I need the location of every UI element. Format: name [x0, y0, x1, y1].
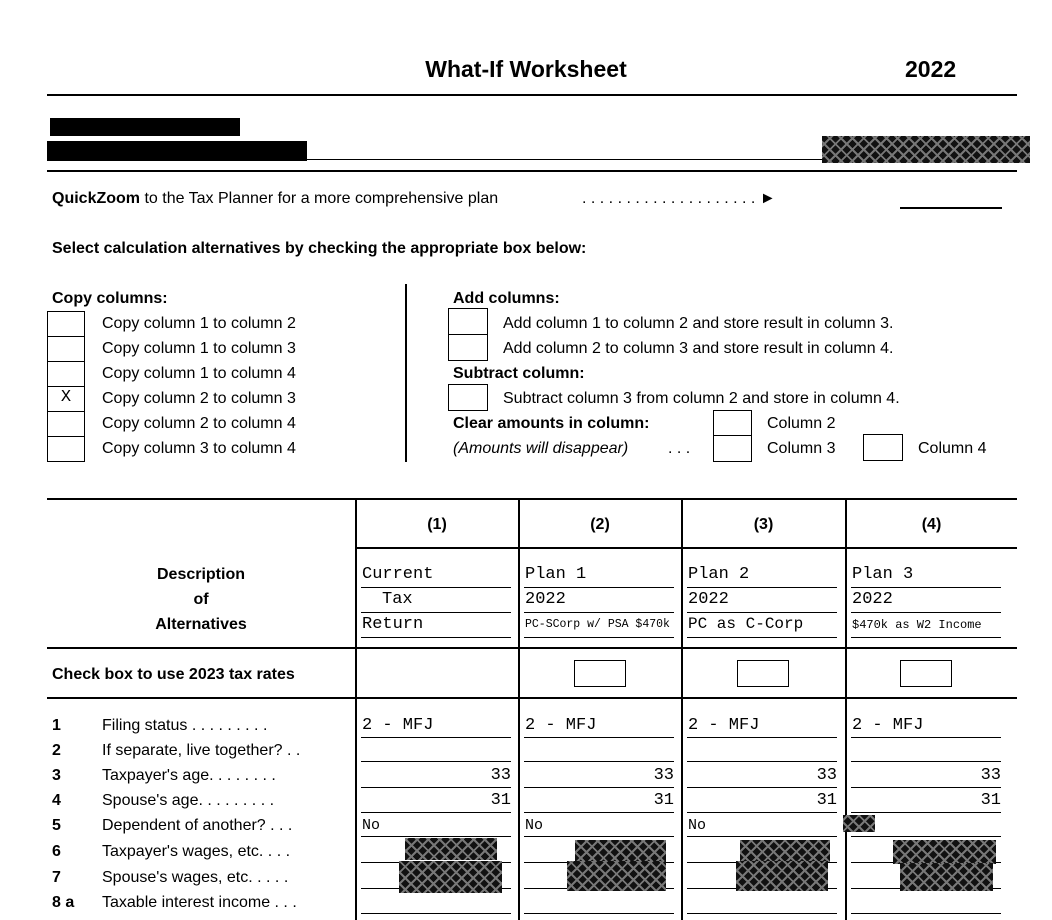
redacted-ssn	[822, 136, 1030, 163]
col-4-number: (4)	[921, 516, 942, 533]
copy-1-4-checkbox[interactable]	[47, 361, 85, 387]
row-4-label: Spouse's age. . . . . . . . .	[102, 792, 275, 809]
row-rule	[361, 787, 511, 788]
alt-rule	[687, 637, 837, 638]
header-rule	[47, 94, 1017, 96]
col-3-number: (3)	[753, 516, 774, 533]
row-8a-num: 8 a	[52, 894, 75, 911]
alt-rule	[851, 612, 1001, 613]
clear-heading: Clear amounts in column:	[453, 415, 650, 432]
row-rule	[524, 787, 674, 788]
alt-1-line-2[interactable]: Tax	[382, 590, 413, 609]
alt-rule	[361, 612, 511, 613]
copy-2-3-label: Copy column 2 to column 3	[102, 390, 296, 407]
row-rule	[687, 787, 837, 788]
row-rule	[361, 761, 511, 762]
row-6-label: Taxpayer's wages, etc. . . .	[102, 843, 291, 860]
row-1-label: Filing status . . . . . . . . .	[102, 717, 268, 734]
clear-col4-checkbox[interactable]	[863, 434, 903, 461]
redacted-name	[50, 118, 240, 136]
redacted-wages-sp-col1	[399, 861, 502, 893]
quickzoom-dots: . . . . . . . . . . . . . . . . . . . . ►	[582, 190, 776, 207]
rates-col4-checkbox[interactable]	[900, 660, 952, 687]
copy-1-2-label: Copy column 1 to column 2	[102, 315, 296, 332]
redacted-wages-sp-col3	[736, 861, 828, 891]
alt-rule	[851, 587, 1001, 588]
alt-3-line-3[interactable]: PC as C-Corp	[688, 615, 804, 633]
subtract-heading: Subtract column:	[453, 365, 585, 382]
rates-label: Check box to use 2023 tax rates	[52, 666, 295, 683]
options-divider	[405, 284, 407, 462]
clear-dots: . . .	[668, 440, 691, 457]
select-heading: Select calculation alternatives by checking the appropriate box below:	[52, 240, 587, 257]
row-8a-label: Taxable interest income . . .	[102, 894, 297, 911]
row-rule	[851, 737, 1001, 738]
row-rule	[687, 812, 837, 813]
row-rule	[524, 737, 674, 738]
add-2-3-label: Add column 2 to column 3 and store result in column 4.	[503, 340, 894, 357]
alt-4-line-2[interactable]: 2022	[852, 590, 893, 609]
alt-rule	[524, 612, 674, 613]
alt-2-line-2[interactable]: 2022	[525, 590, 566, 609]
redacted-row-5-col-4	[843, 815, 875, 832]
subtract-label: Subtract column 3 from column 2 and store in column 4.	[503, 390, 900, 407]
alt-rule	[851, 637, 1001, 638]
row-3-col-2[interactable]: 33	[653, 766, 674, 785]
tax-year: 2022	[905, 56, 957, 82]
row-rule	[851, 787, 1001, 788]
add-1-2-checkbox[interactable]	[448, 308, 488, 335]
row-rule	[361, 812, 511, 813]
alt-4-line-3[interactable]: $470k as W2 Income	[852, 618, 982, 632]
row-3-col-4[interactable]: 33	[980, 766, 1001, 785]
col-divider-3	[681, 498, 683, 920]
alt-4-line-1[interactable]: Plan 3	[852, 565, 914, 584]
alternatives-rule	[47, 647, 1017, 649]
alt-rule	[524, 587, 674, 588]
row-rule	[524, 761, 674, 762]
row-1-col-3[interactable]: 2 - MFJ	[688, 716, 760, 735]
alt-rule	[524, 637, 674, 638]
copy-1-4-label: Copy column 1 to column 4	[102, 365, 296, 382]
alt-1-line-1[interactable]: Current	[362, 565, 434, 584]
row-rule	[524, 836, 674, 837]
add-1-2-label: Add column 1 to column 2 and store result in column 3.	[503, 315, 894, 332]
row-1-num: 1	[52, 717, 61, 734]
row-rule	[361, 913, 511, 914]
row-5-col-2[interactable]: No	[525, 817, 544, 834]
redacted-wages-sp-col4	[900, 863, 993, 891]
row-rule	[524, 913, 674, 914]
row-rule	[851, 913, 1001, 914]
clear-note: (Amounts will disappear)	[453, 440, 629, 457]
row-4-col-4[interactable]: 31	[980, 791, 1001, 810]
row-4-col-1[interactable]: 31	[490, 791, 511, 810]
row-3-num: 3	[52, 767, 61, 784]
quickzoom-line[interactable]	[52, 190, 498, 208]
row-1-col-4[interactable]: 2 - MFJ	[852, 716, 924, 735]
col-divider-2	[518, 498, 520, 920]
col-divider-4	[845, 498, 847, 920]
name-rule-2	[47, 170, 1017, 172]
row-rule	[687, 761, 837, 762]
redacted-wages-tp-col1	[405, 838, 497, 860]
row-rule	[361, 836, 511, 837]
alt-rule	[687, 587, 837, 588]
rates-col2-checkbox[interactable]	[574, 660, 626, 687]
alt-2-line-3[interactable]: PC-SCorp w/ PSA $470k	[525, 618, 670, 631]
col-1-number: (1)	[427, 516, 447, 533]
row-4-col-3[interactable]: 31	[816, 791, 837, 810]
copy-3-4-label: Copy column 3 to column 4	[102, 440, 296, 457]
row-2-num: 2	[52, 742, 61, 759]
redacted-wages-tp-col2	[575, 840, 666, 862]
row-3-col-1[interactable]: 33	[490, 766, 511, 785]
row-rule	[687, 737, 837, 738]
copy-1-2-checkbox[interactable]	[47, 311, 85, 337]
clear-col3-label: Column 3	[767, 440, 836, 457]
subtract-checkbox[interactable]	[448, 384, 488, 411]
row-rule	[361, 737, 511, 738]
row-7-num: 7	[52, 869, 61, 886]
clear-col3-checkbox[interactable]	[713, 435, 752, 462]
add-heading: Add columns:	[453, 290, 560, 307]
row-4-col-2[interactable]: 31	[653, 791, 674, 810]
row-6-num: 6	[52, 843, 61, 860]
row-5-num: 5	[52, 817, 61, 834]
copy-3-4-checkbox[interactable]	[47, 436, 85, 462]
row-3-label: Taxpayer's age. . . . . . . .	[102, 767, 276, 784]
redacted-address	[47, 141, 307, 161]
redacted-wages-sp-col2	[567, 861, 666, 891]
row-1-col-1[interactable]: 2 - MFJ	[362, 716, 434, 735]
clear-col4-label: Column 4	[918, 440, 987, 457]
quickzoom-text: to the Tax Planner for a more comprehensive plan	[140, 190, 499, 207]
quickzoom-label: QuickZoom	[52, 190, 141, 207]
row-rule	[687, 913, 837, 914]
row-rule	[851, 761, 1001, 762]
alt-rule	[361, 637, 511, 638]
col-2-number: (2)	[590, 516, 610, 533]
row-rule	[524, 812, 674, 813]
clear-col2-checkbox[interactable]	[713, 410, 752, 437]
row-3-col-3[interactable]: 33	[816, 766, 837, 785]
row-5-label: Dependent of another? . . .	[102, 817, 293, 834]
copy-1-3-label: Copy column 1 to column 3	[102, 340, 296, 357]
row-rule	[851, 836, 1001, 837]
alt-1-line-3[interactable]: Return	[362, 615, 424, 634]
rates-col3-checkbox[interactable]	[737, 660, 789, 687]
alt-rule	[687, 612, 837, 613]
rates-rule	[47, 697, 1017, 699]
clear-col2-label: Column 2	[767, 415, 836, 432]
table-top-rule	[47, 498, 1017, 500]
row-4-num: 4	[52, 792, 61, 809]
copy-2-3-checkbox[interactable]: X	[47, 386, 85, 412]
alt-rule	[361, 587, 511, 588]
alt-2-line-1[interactable]: Plan 1	[525, 565, 587, 584]
desc-heading-1: Description	[156, 566, 245, 583]
row-5-col-1[interactable]: No	[362, 817, 381, 834]
copy-2-4-label: Copy column 2 to column 4	[102, 415, 296, 432]
quickzoom-field[interactable]	[900, 207, 1002, 209]
alt-3-line-1[interactable]: Plan 2	[688, 565, 750, 584]
desc-heading-3: Alternatives	[155, 616, 247, 633]
row-5-col-3[interactable]: No	[688, 817, 707, 834]
col-divider-1	[355, 498, 357, 920]
copy-heading: Copy columns:	[52, 290, 168, 307]
desc-heading-2: of	[193, 591, 209, 608]
page-title: What-If Worksheet	[425, 56, 627, 82]
redacted-wages-tp-col3	[740, 840, 830, 862]
row-2-label: If separate, live together? . .	[102, 742, 301, 759]
copy-1-3-checkbox[interactable]	[47, 336, 85, 362]
row-1-col-2[interactable]: 2 - MFJ	[525, 716, 597, 735]
row-rule	[851, 812, 1001, 813]
row-rule	[687, 836, 837, 837]
redacted-wages-tp-col4	[893, 840, 996, 864]
col-number-rule	[356, 547, 1017, 549]
row-7-label: Spouse's wages, etc. . . . .	[102, 869, 289, 886]
add-2-3-checkbox[interactable]	[448, 334, 488, 361]
alt-3-line-2[interactable]: 2022	[688, 590, 729, 609]
copy-2-4-checkbox[interactable]	[47, 411, 85, 437]
